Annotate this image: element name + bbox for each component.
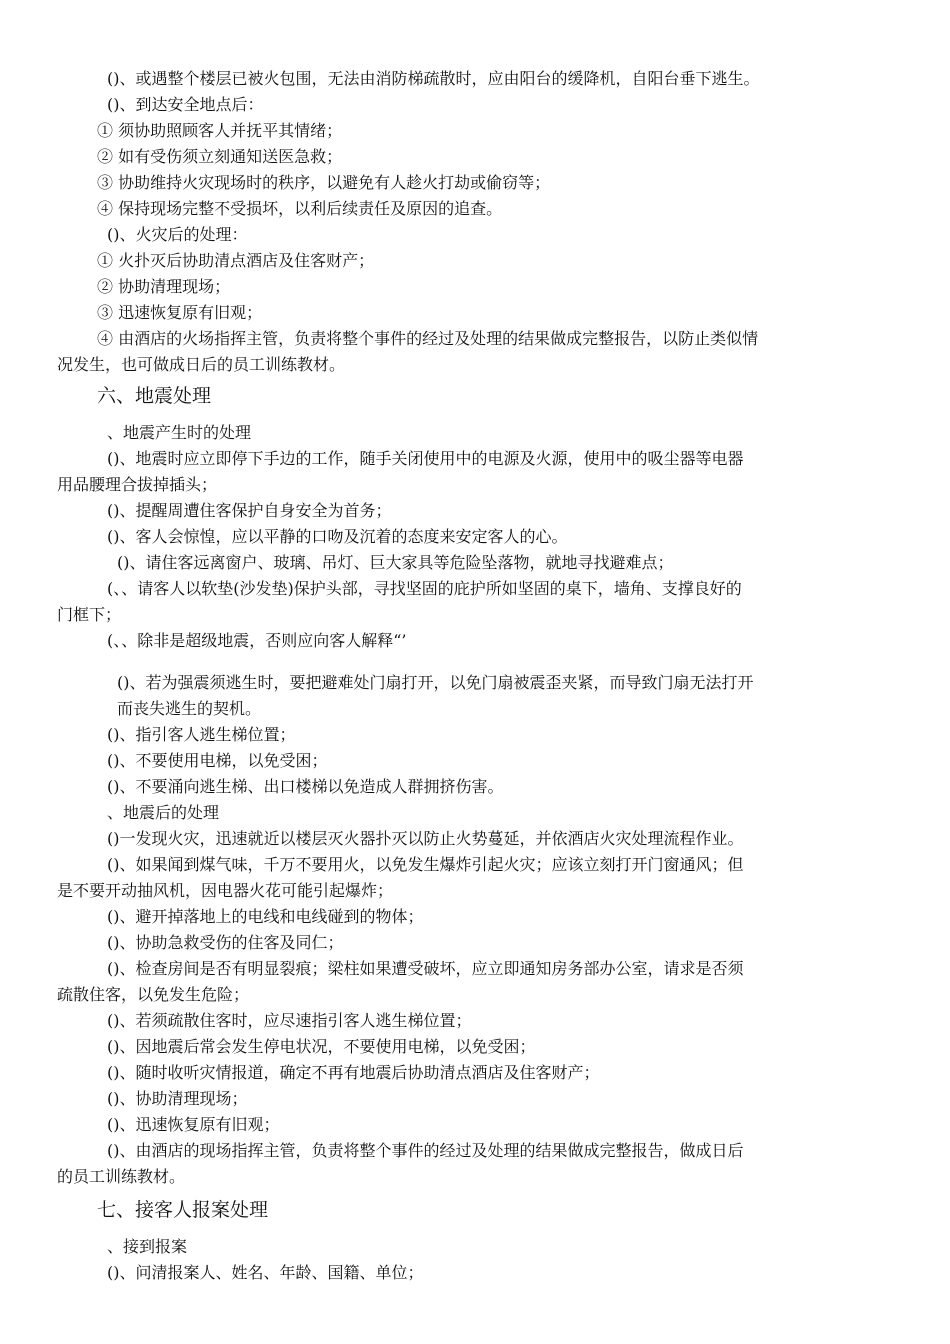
text-line: ()、若须疏散住客时，应尽速指引客人逃生梯位置；	[107, 1011, 472, 1030]
text-line: ① 火扑灭后协助清点酒店及住客财产；	[97, 251, 375, 270]
text-line: ()、迅速恢复原有旧观；	[107, 1115, 280, 1134]
text-line: ()、到达安全地点后：	[107, 95, 264, 114]
text-line: 疏散住客，以免发生危险；	[57, 985, 250, 1004]
text-line: ① 须协助照顾客人并抚平其情绪；	[97, 121, 343, 140]
text-line: 而丧失逃生的契机。	[117, 699, 262, 718]
text-line: ()、因地震后常会发生停电状况，不要使用电梯，以免受困；	[107, 1037, 536, 1056]
text-line: ④ 保持现场完整不受损坏，以利后续责任及原因的追查。	[97, 199, 503, 218]
text-line: ()、由酒店的现场指挥主管，负责将整个事件的经过及处理的结果做成完整报告，做成日后	[107, 1141, 744, 1160]
text-line: ()、地震时应立即停下手边的工作，随手关闭使用中的电源及火源，使用中的吸尘器等电器	[107, 449, 744, 468]
subsection-heading: 、地震产生时的处理	[107, 423, 252, 442]
text-line: 是不要开动抽风机，因电器火花可能引起爆炸；	[57, 881, 394, 900]
text-line: ()、检查房间是否有明显裂痕；梁柱如果遭受破坏，应立即通知房务部办公室，请求是否须	[107, 959, 744, 978]
text-line: ()、或遇整个楼层已被火包围，无法由消防梯疏散时，应由阳台的缓降机，自阳台垂下逃生。	[107, 69, 760, 88]
text-line: ()、请住客远离窗户、玻璃、吊灯、巨大家具等危险坠落物，就地寻找避难点；	[117, 553, 674, 572]
text-line: ② 协助清理现场；	[97, 277, 231, 296]
text-line: ()、协助清理现场；	[107, 1089, 248, 1108]
text-line: ()、问清报案人、姓名、年龄、国籍、单位；	[107, 1263, 424, 1282]
text-line: (、、请客人以软垫(沙发垫)保护头部，寻找坚固的庇护所如坚固的桌下，墙角、支撑良好的	[107, 579, 742, 598]
text-line: ()、不要使用电梯，以免受困；	[107, 751, 328, 770]
section-heading: 六、地震处理	[97, 385, 212, 407]
text-line: 用品腰理合拔掉插头；	[57, 475, 218, 494]
text-line: ()、火灾后的处理：	[107, 225, 248, 244]
text-line: ③ 协助维持火灾现场时的秩序，以避免有人趁火打劫或偷窃等；	[97, 173, 551, 192]
text-line: 的员工训练教材。	[57, 1167, 186, 1186]
text-line: ② 如有受伤须立刻通知送医急救；	[97, 147, 343, 166]
text-line: ()、不要涌向逃生梯、出口楼梯以免造成人群拥挤伤害。	[107, 777, 504, 796]
subsection-heading: 、地震后的处理	[107, 803, 220, 822]
text-line: (、、除非是超级地震，否则应向客人解释“’	[107, 631, 407, 650]
text-line: ()、提醒周遭住客保护自身安全为首务；	[107, 501, 392, 520]
text-line: ③ 迅速恢复原有旧观；	[97, 303, 263, 322]
text-line: 况发生，也可做成日后的员工训练教材。	[57, 355, 346, 374]
text-line: ④ 由酒店的火场指挥主管，负责将整个事件的经过及处理的结果做成完整报告，以防止类似情	[97, 329, 759, 348]
subsection-heading: 、接到报案	[107, 1237, 188, 1256]
text-line: ()、客人会惊惶，应以平静的口吻及沉着的态度来安定客人的心。	[107, 527, 568, 546]
text-line: ()、避开掉落地上的电线和电线碰到的物体；	[107, 907, 424, 926]
text-line: ()一发现火灾，迅速就近以楼层灭火器扑灭以防止火势蔓延，并依酒店火灾处理流程作业。	[107, 829, 744, 848]
text-line: ()、协助急救受伤的住客及同仁；	[107, 933, 344, 952]
text-line: ()、如果闻到煤气味，千万不要用火，以免发生爆炸引起火灾；应该立刻打开门窗通风；但	[107, 855, 744, 874]
text-line: 门框下；	[57, 605, 122, 624]
section-heading: 七、接客人报案处理	[97, 1199, 269, 1221]
text-line: ()、指引客人逃生梯位置；	[107, 725, 296, 744]
text-line: ()、随时收听灾情报道，确定不再有地震后协助清点酒店及住客财产；	[107, 1063, 600, 1082]
text-line: ()、若为强震须逃生时，要把避难处门扇打开，以免门扇被震歪夹紧，而导致门扇无法打开	[117, 673, 754, 692]
